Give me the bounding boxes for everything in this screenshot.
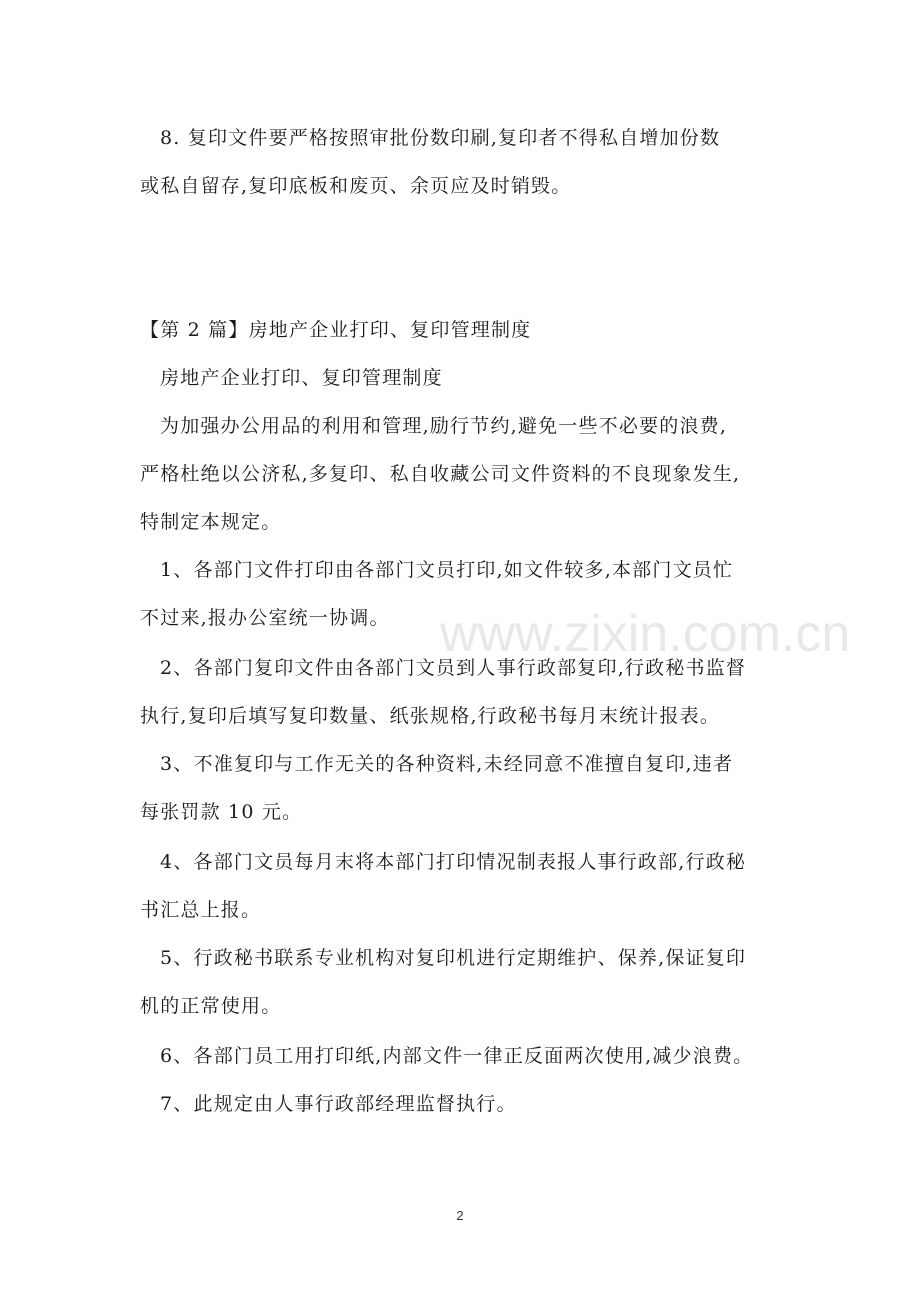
document-title: 房地产企业打印、复印管理制度 [160, 367, 443, 389]
item-2-line-2: 执行,复印后填写复印数量、纸张规格,行政秘书每月末统计报表。 [140, 705, 721, 727]
item-3-line-1: 3、不准复印与工作无关的各种资料,未经同意不准擅自复印,违者 [160, 753, 734, 775]
item-5-line-1: 5、行政秘书联系专业机构对复印机进行定期维护、保养,保证复印 [160, 947, 747, 969]
intro-line-2: 严格杜绝以公济私,多复印、私自收藏公司文件资料的不良现象发生, [140, 463, 741, 485]
item-4-line-2: 书汇总上报。 [140, 899, 262, 921]
item-2-line-1: 2、各部门复印文件由各部门文员到人事行政部复印,行政秘书监督 [160, 657, 747, 679]
item-1-line-1: 1、各部门文件打印由各部门文员打印,如文件较多,本部门文员忙 [160, 559, 734, 581]
watermark: www.zixin.com.cn [440, 605, 851, 663]
intro-line-1: 为加强办公用品的利用和管理,励行节约,避免一些不必要的浪费, [160, 415, 728, 437]
section-heading: 【第 2 篇】房地产企业打印、复印管理制度 [140, 319, 532, 341]
item-5-line-2: 机的正常使用。 [140, 995, 282, 1017]
item-1-line-2: 不过来,报办公室统一协调。 [140, 607, 390, 629]
item-4-line-1: 4、各部门文员每月末将本部门打印情况制表报人事行政部,行政秘 [160, 851, 747, 873]
item-3-line-2: 每张罚款 10 元。 [140, 801, 303, 823]
item-6: 6、各部门员工用打印纸,内部文件一律正反面两次使用,减少浪费。 [160, 1045, 754, 1067]
item-7: 7、此规定由人事行政部经理监督执行。 [160, 1093, 517, 1115]
intro-line-3: 特制定本规定。 [140, 511, 282, 533]
item-8-line-1: 8. 复印文件要严格按照审批份数印刷,复印者不得私自增加份数 [160, 127, 721, 149]
page-number: 2 [456, 1208, 464, 1223]
item-8-line-2: 或私自留存,复印底板和废页、余页应及时销毁。 [140, 175, 572, 197]
